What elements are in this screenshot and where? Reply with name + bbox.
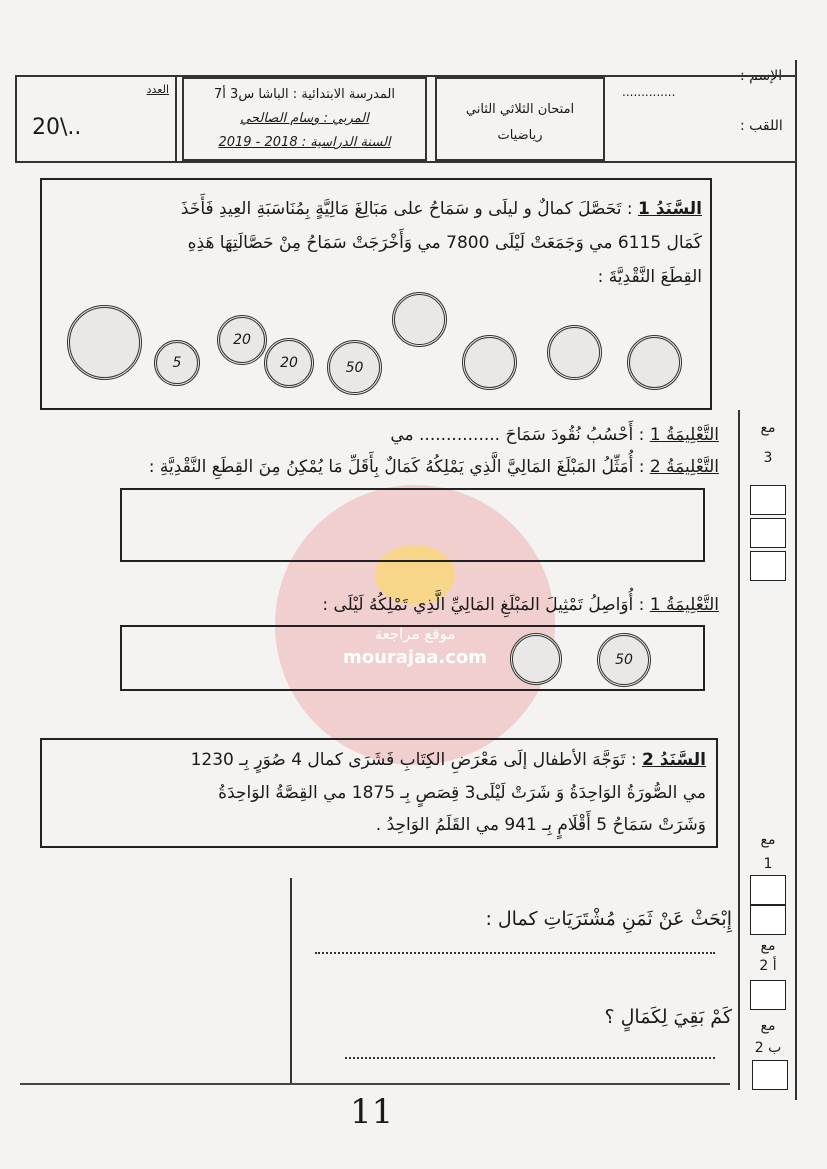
- coin-stamp: [67, 305, 142, 380]
- score-box[interactable]: [752, 1060, 788, 1090]
- answer-line-2[interactable]: [345, 1057, 715, 1059]
- score-value: 2 ب: [754, 1040, 782, 1056]
- coin-bird: [510, 633, 562, 685]
- score-value: 3: [763, 450, 773, 466]
- coin-50: 50: [597, 633, 651, 687]
- score-box[interactable]: [750, 485, 786, 515]
- teacher-name: المربي : وسام الصالحي: [240, 111, 369, 126]
- score-box[interactable]: [750, 980, 786, 1010]
- margin-line: [795, 60, 797, 1100]
- question-2: كَمْ بَقِيَ لِكَمَالٍ ؟: [604, 1006, 732, 1028]
- grade-value[interactable]: 20\..: [32, 115, 82, 140]
- score-box[interactable]: [750, 551, 786, 581]
- coin-bird: [547, 325, 602, 380]
- exam-cell: [435, 77, 605, 161]
- exam-subject: رياضيات: [497, 128, 543, 143]
- score-label: مع: [760, 420, 776, 436]
- grade-label: العدد: [146, 83, 169, 96]
- coin-5: 5: [154, 340, 200, 386]
- divider-vertical: [290, 878, 292, 1083]
- question-1: إِبْحَثْ عَنْ ثَمَنِ مُشْتَرَيَاتِ كمال :: [485, 908, 732, 930]
- section1-line-3: القِطَعَ النَّقْدِيَّةَ :: [597, 267, 702, 287]
- school-year: السنة الدراسية : 2018 - 2019: [218, 135, 391, 150]
- exam-title: امتحان الثلاثي الثاني: [465, 102, 575, 117]
- score-label: مع: [760, 1018, 776, 1034]
- section2-line-3: وَشَرَتْ سَمَاحُ 5 أَقْلَامٍ بِـ 941 مي القَلَمُ الوَاحِدُ .: [375, 815, 706, 835]
- score-box[interactable]: [750, 518, 786, 548]
- task-3: التَّعْلِيمَةُ 1 : أُوَاصِلُ تَمْثِيلَ المَبْلَغِ المَالِيِّ الَّذِي تَمْلِكُهُ لَيْلَى :: [322, 595, 719, 615]
- school-cell: [182, 77, 427, 161]
- page-number: 11: [350, 1092, 394, 1132]
- section2-line-1: السَّنَدُ 2 : تَوَجَّهَ الأطفال إلَى مَعْرَضِ الكِتَابِ فَشَرَى كمال 4 صُوَرٍ بِـ 1230: [190, 750, 706, 770]
- coin-20: 20: [264, 338, 314, 388]
- section1-line-2: كَمَال 6115 مي وَجَمَعَتْ لَيْلَى 7800 مي وَأَخْرَجَتْ سَمَاحُ مِنْ حَصَّالَتِهَا هَذِهِ: [187, 233, 702, 253]
- section1-title: السَّنَدُ 1: [637, 199, 702, 219]
- task-1: التَّعْلِيمَةُ 1 : أَحْسُبُ نُقُودَ سَمَاحَ ............... مي: [390, 425, 719, 445]
- score-value: 2 أ: [759, 958, 777, 974]
- coin-bird: [627, 335, 682, 390]
- name-label: الإسم :: [740, 68, 783, 84]
- score-label: مع: [760, 832, 776, 848]
- grade-cell: [17, 77, 177, 161]
- score-box[interactable]: [750, 875, 786, 905]
- score-label: مع: [760, 938, 776, 954]
- divider-horizontal: [20, 1083, 730, 1085]
- watermark-arabic: موقع مراجعة: [374, 625, 456, 643]
- section1-line-1: السَّنَدُ 1 : تَحَصَّلَ كمالٌ و ليلَى و سَمَاحُ على مَبَالِغَ مَالِيَّةٍ بِمُنَاسَبَةِ العِيدِ فَأَخَذَ: [180, 199, 702, 219]
- answer-box-kamal[interactable]: [120, 488, 705, 562]
- answer-box-leila[interactable]: [120, 625, 705, 691]
- exam-header: [15, 75, 795, 163]
- name-input[interactable]: ..............: [622, 85, 676, 99]
- watermark-latin: mourajaa.com: [342, 647, 488, 668]
- coin-bird: [462, 335, 517, 390]
- score-box[interactable]: [750, 905, 786, 935]
- answer-line-1[interactable]: [315, 952, 715, 954]
- task-2: التَّعْلِيمَةُ 2 : أُمَثِّلُ المَبْلَغَ المَالِيَّ الَّذِي يَمْلِكُهُ كَمَالٌ بِأَقَلِّ مَا يُمْكِنُ مِنَ القِطَعِ النَّقْدِيَّةِ :: [148, 457, 719, 477]
- school-name: المدرسة الابتدائية : الباشا س3 أ7: [214, 87, 395, 102]
- margin-line: [738, 410, 740, 1090]
- section1-box: [40, 178, 712, 410]
- score-value: 1: [763, 856, 773, 872]
- section2-line-2: مي الصُّورَةُ الوَاحِدَةُ وَ شَرَتْ لَيْلَى3 قِصَصٍ بِـ 1875 مي القِصَّةُ الوَاحِدَةُ: [218, 783, 706, 803]
- section2-box: [40, 738, 718, 848]
- surname-label: اللقب :: [740, 118, 783, 134]
- coin-20: 20: [217, 315, 267, 365]
- coin-bird: [392, 292, 447, 347]
- coin-50: 50: [327, 340, 382, 395]
